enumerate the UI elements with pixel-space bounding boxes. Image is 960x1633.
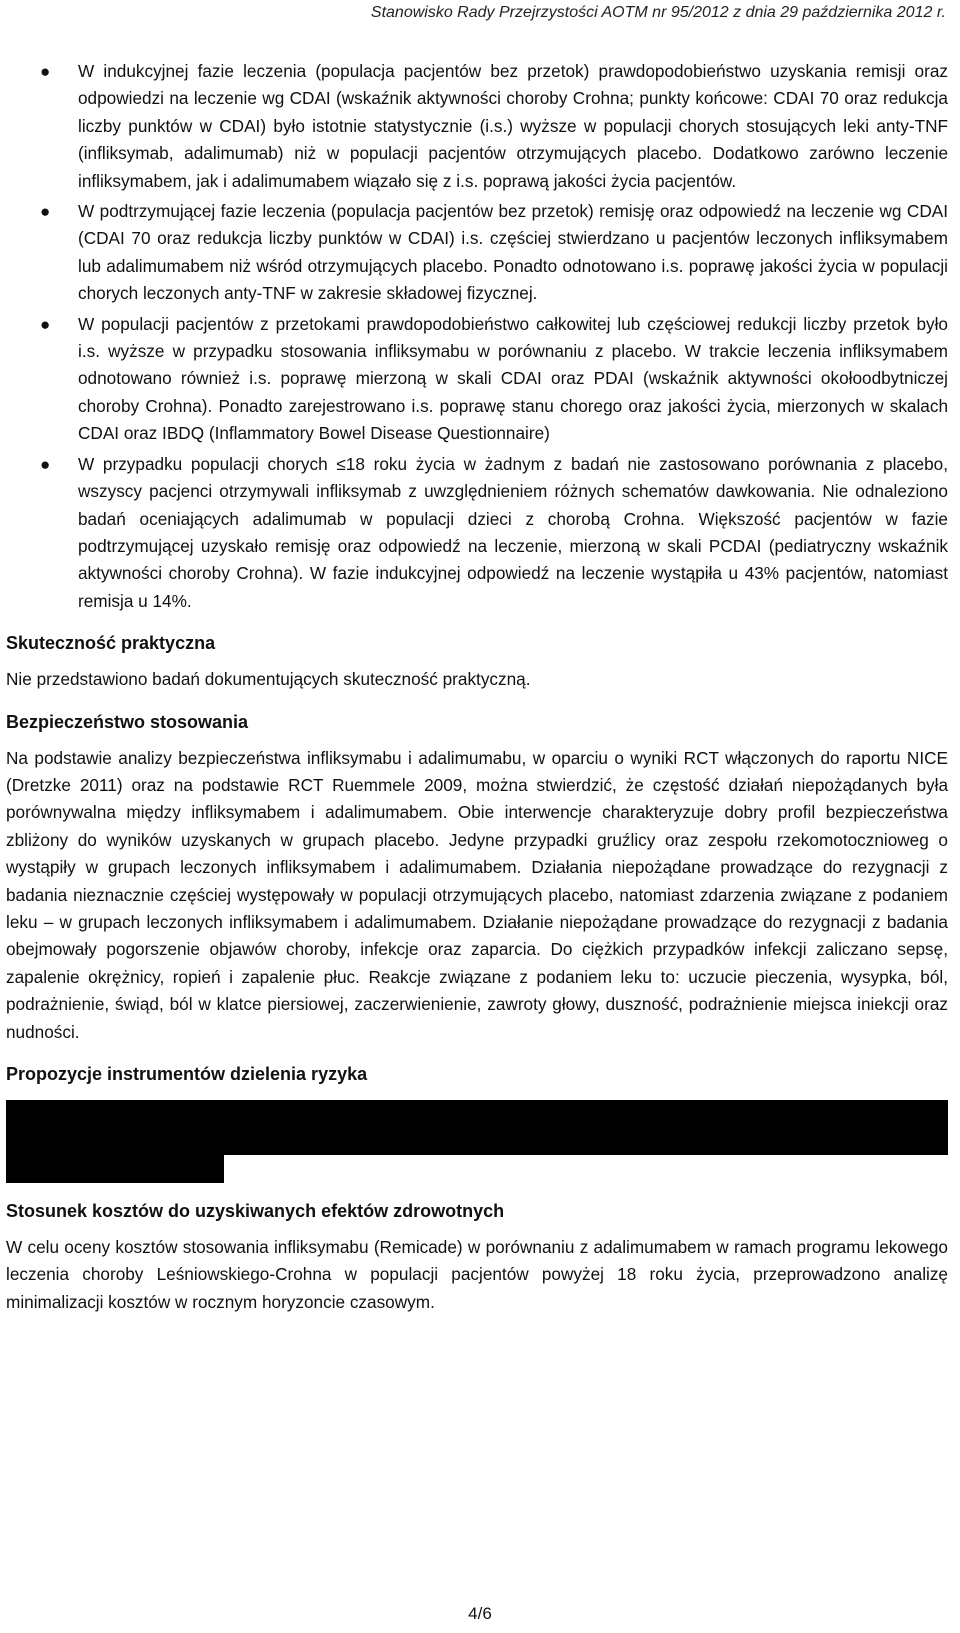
list-item-text: W podtrzymującej fazie leczenia (populacja pacjentów bez przetok) remisję oraz odpowiedź na leczenie wg CDAI (CDAI 70 oraz redukcja liczby punktów w CDAI) i.s. częściej stwierdzano u pacjentów leczonych infliksymabem lub adalimumabem niż wśród otrzymujących placebo. Ponadto odnotowano i.s. poprawę jakości życia w populacji chorych leczonych anty-TNF w zakresie składowej fizycznej.: [78, 201, 948, 304]
page-content: [6, 58, 948, 1324]
effectiveness-heading: Skuteczność praktyczna: [6, 633, 216, 654]
redaction-block: [6, 1155, 224, 1183]
page-number: 4/6: [468, 1604, 492, 1623]
list-item-text: W indukcyjnej fazie leczenia (populacja pacjentów bez przetok) prawdopodobieństwo uzyskania remisji oraz odpowiedzi na leczenie wg CDAI (wskaźnik aktywności choroby Crohna; punkty końcowe: CDAI 70 oraz redukcja liczby punktów w CDAI) było istotnie statystycznie (i.s.) wyższe w populacji chorych stosujących leki anty-TNF (infliksymab, adalimumab) niż w populacji pacjentów otrzymujących placebo. Dodatkowo zarówno leczenie infliksymabem, jak i adalimumabem wiązało się z i.s. poprawą jakości życia pacjentów.: [78, 61, 948, 191]
bullet-icon: ●: [40, 202, 51, 222]
list-item: [6, 58, 948, 195]
risk-sharing-heading: Propozycje instrumentów dzielenia ryzyka: [6, 1064, 368, 1084]
list-item: [6, 311, 948, 448]
list-item: [6, 451, 948, 615]
safety-heading: Bezpieczeństwo stosowania: [6, 711, 249, 732]
list-item-text: W populacji pacjentów z przetokami prawdopodobieństwo całkowitej lub częściowej redukcji liczby przetok było i.s. wyższe w przypadku stosowania infliksymabu w porównaniu z placebo. W trakcie leczenia infliksymabem odnotowano również i.s. poprawę mierzoną w skali CDAI oraz PDAI (wskaźnik aktywności okołoodbytniczej choroby Crohna). Ponadto zarejestrowano i.s. poprawę stanu chorego oraz jakości życia, mierzonych w skalach CDAI oraz IBDQ (Inflammatory Bowel Disease Questionnaire): [78, 313, 948, 444]
list-item-text: W przypadku populacji chorych ≤18 roku życia w żadnym z badań nie zastosowano porównania z placebo, wszyscy pacjenci otrzymywali infliksymab z uwzględnieniem różnych schematów dawkowania. Nie odnaleziono badań oceniających adalimumab w populacji dzieci z chorobą Crohna. Większość pacjentów w fazie podtrzymującej uzyskało remisję oraz odpowiedź na leczenie, mierzoną w skali PCDAI (pediatryczny wskaźnik aktywności choroby Crohna). W fazie indukcyjnej odpowiedź na leczenie wystąpiła u 43% pacjentów, natomiast remisja u 14%.: [78, 453, 948, 611]
bullet-icon: ●: [40, 314, 51, 334]
findings-list: [6, 58, 948, 615]
bullet-icon: ●: [40, 62, 51, 81]
redaction-block: [6, 1100, 948, 1155]
document-header: Stanowisko Rady Przejrzystości AOTM nr 95/2012 z dnia 29 października 2012 r.: [370, 4, 946, 21]
cost-text: W celu oceny kosztów stosowania infliksymabu (Remicade) w porównaniu z adalimumabem w ramach programu lekowego leczenia choroby Leśniowskiego-Crohna w populacji pacjentów powyżej 18 roku życia, przeprowadzono analizę minimalizacji kosztów w rocznym horyzoncie czasowym.: [6, 1237, 948, 1312]
effectiveness-text: Nie przedstawiono badań dokumentujących skuteczność praktyczną.: [6, 669, 531, 690]
cost-heading: Stosunek kosztów do uzyskiwanych efektów zdrowotnych: [6, 1201, 505, 1221]
bullet-icon: ●: [40, 454, 51, 474]
safety-text: Na podstawie analizy bezpieczeństwa infliksymabu i adalimumabu, w oparciu o wyniki RCT włączonych do raportu NICE (Dretzke 2011) oraz na podstawie RCT Ruemmele 2009, można stwierdzić, że częstość działań niepożądanych była porównywalna między infliksymabem i adalimumabem. Obie interwencje charakteryzuje dobry profil bezpieczeństwa zbliżony do wyników uzyskanych w grupach placebo. Jedyne przypadki gruźlicy oraz zespołu rzekomotocznioweg o wystąpiły w grupach leczonych infliksymabem i adalimumabem. Działania niepożądane prowadzące do rezygnacji z badania nieznacznie częściej występowały w populacji otrzymujących placebo, natomiast zdarzenia związane z podaniem leku – w grupach leczonych infliksymabem i adalimumabem. Działanie niepożądane prowadzące do rezygnacji z badania obejmowały pogorszenie objawów choroby, infekcje oraz zaparcia. Do ciężkich przypadków infekcji zaliczano sepsę, zapalenie okrężnicy, ropień i zapalenie płuc. Reakcje związane z podaniem leku to: uczucie pieczenia, wysypka, ból, podrażnienie, świąd, ból w klatce piersiowej, zaczerwienienie, zawroty głowy, duszność, podrażnienie miejsca iniekcji oraz nudności.: [6, 747, 948, 1042]
list-item: [6, 198, 948, 308]
